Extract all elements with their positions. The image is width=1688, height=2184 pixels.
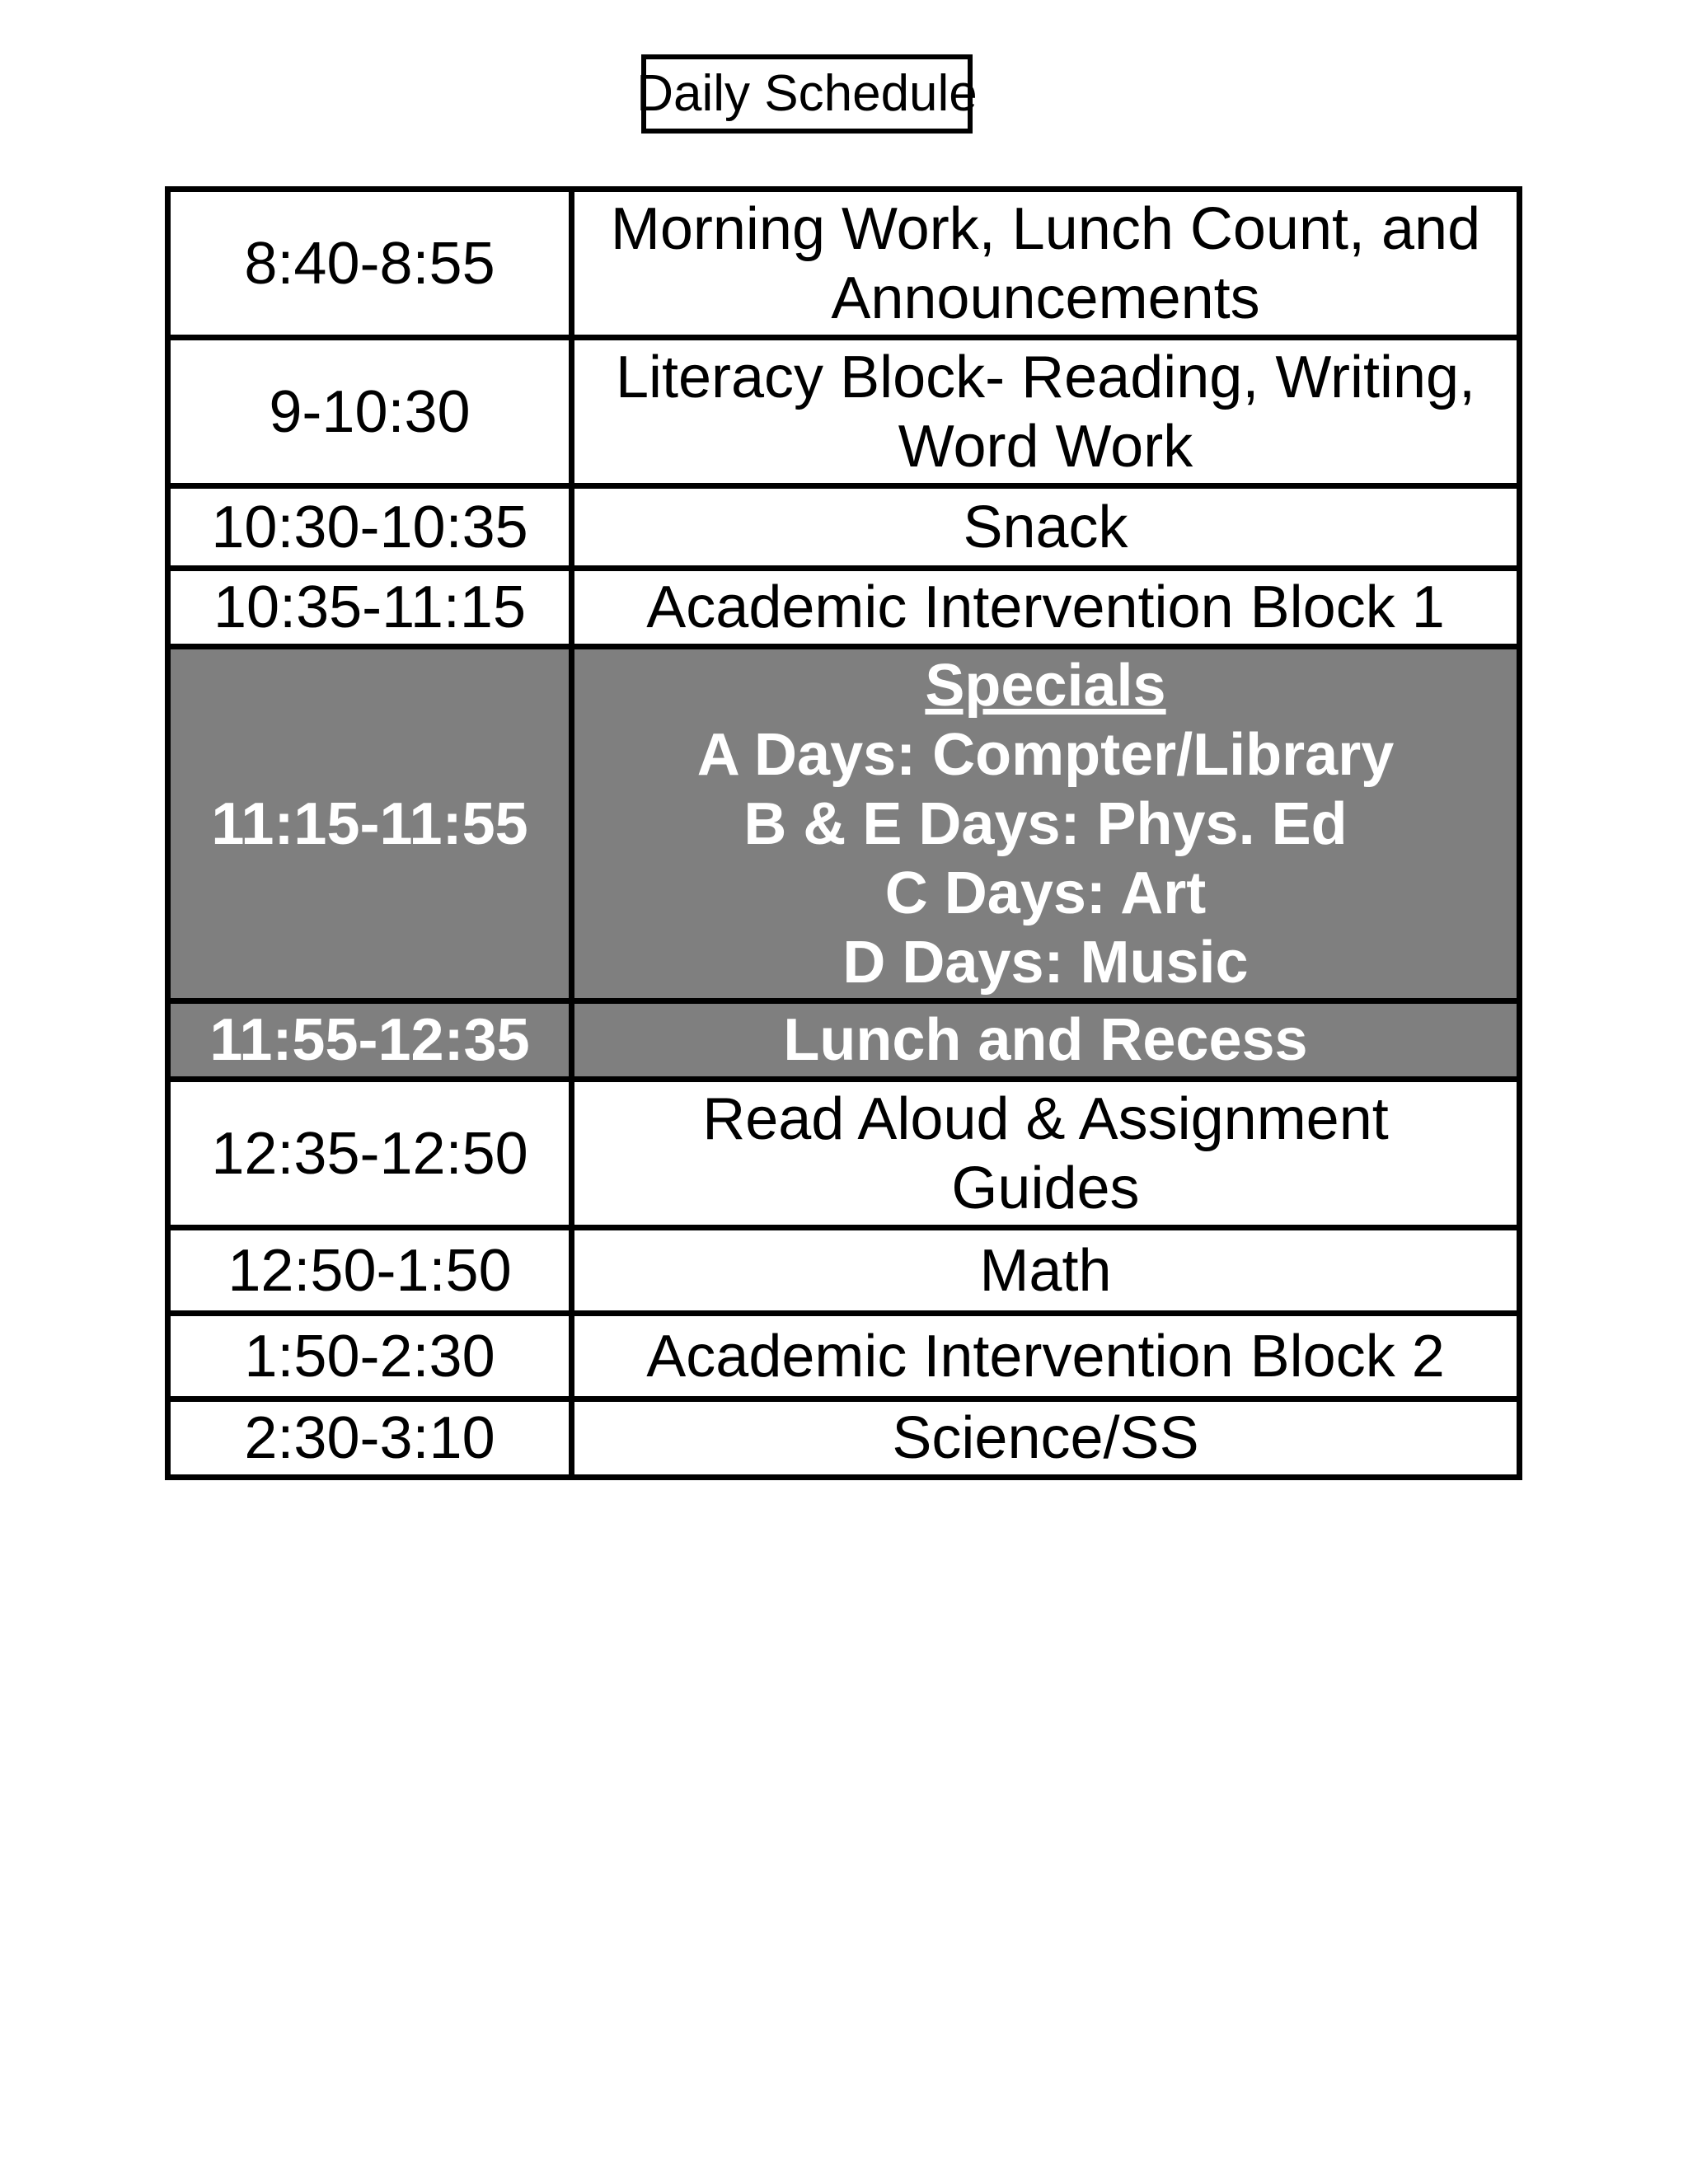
activity-line: Academic Intervention Block 1 [646, 574, 1445, 640]
activity-cell [572, 1228, 1520, 1314]
time-cell: 2:30-3:10 [168, 1399, 572, 1478]
table-row [168, 190, 1520, 338]
time-cell: 12:50-1:50 [168, 1228, 572, 1314]
activity-line: Literacy Block- Reading, Writing, [615, 344, 1476, 410]
activity-cell [572, 486, 1520, 569]
activity-cell [572, 190, 1520, 338]
table-row [168, 1399, 1520, 1478]
time-cell: 11:55-12:35 [168, 1001, 572, 1080]
activity-cell [572, 338, 1520, 486]
activity-line: Read Aloud & Assignment [702, 1085, 1389, 1152]
time-cell: 10:30-10:35 [168, 486, 572, 569]
page-title: Daily Schedule [641, 54, 973, 134]
activity-cell [572, 1001, 1520, 1080]
activity-cell [572, 1314, 1520, 1399]
table-row [168, 338, 1520, 486]
activity-line: Snack [963, 494, 1128, 560]
activity-line: Word Work [898, 413, 1193, 480]
table-row [168, 486, 1520, 569]
activity-line: D Days: Music [842, 929, 1249, 996]
activity-line: Announcements [831, 265, 1260, 331]
activity-line: Science/SS [892, 1405, 1199, 1471]
activity-line: C Days: Art [884, 860, 1207, 926]
activity-line: Academic Intervention Block 2 [646, 1323, 1445, 1390]
schedule-table [165, 186, 1522, 1480]
activity-cell [572, 1080, 1520, 1228]
time-cell: 8:40-8:55 [168, 190, 572, 338]
activity-line: Lunch and Recess [783, 1007, 1308, 1073]
activity-line: Morning Work, Lunch Count, and [610, 195, 1481, 262]
time-cell: 10:35-11:15 [168, 569, 572, 647]
table-row-specials [168, 647, 1520, 1001]
activity-cell [572, 569, 1520, 647]
activity-line: B & E Days: Phys. Ed [743, 790, 1348, 857]
activity-line: Guides [951, 1155, 1140, 1221]
time-cell: 12:35-12:50 [168, 1080, 572, 1228]
time-cell: 1:50-2:30 [168, 1314, 572, 1399]
activity-cell [572, 647, 1520, 1001]
table-row [168, 569, 1520, 647]
table-row-lunch [168, 1001, 1520, 1080]
activity-cell [572, 1399, 1520, 1478]
activity-line: Math [979, 1237, 1112, 1304]
specials-heading: Specials [925, 652, 1166, 719]
activity-line: A Days: Compter/Library [696, 721, 1395, 788]
table-row [168, 1314, 1520, 1399]
time-cell: 9-10:30 [168, 338, 572, 486]
table-row [168, 1080, 1520, 1228]
time-cell: 11:15-11:55 [168, 647, 572, 1001]
table-row [168, 1228, 1520, 1314]
